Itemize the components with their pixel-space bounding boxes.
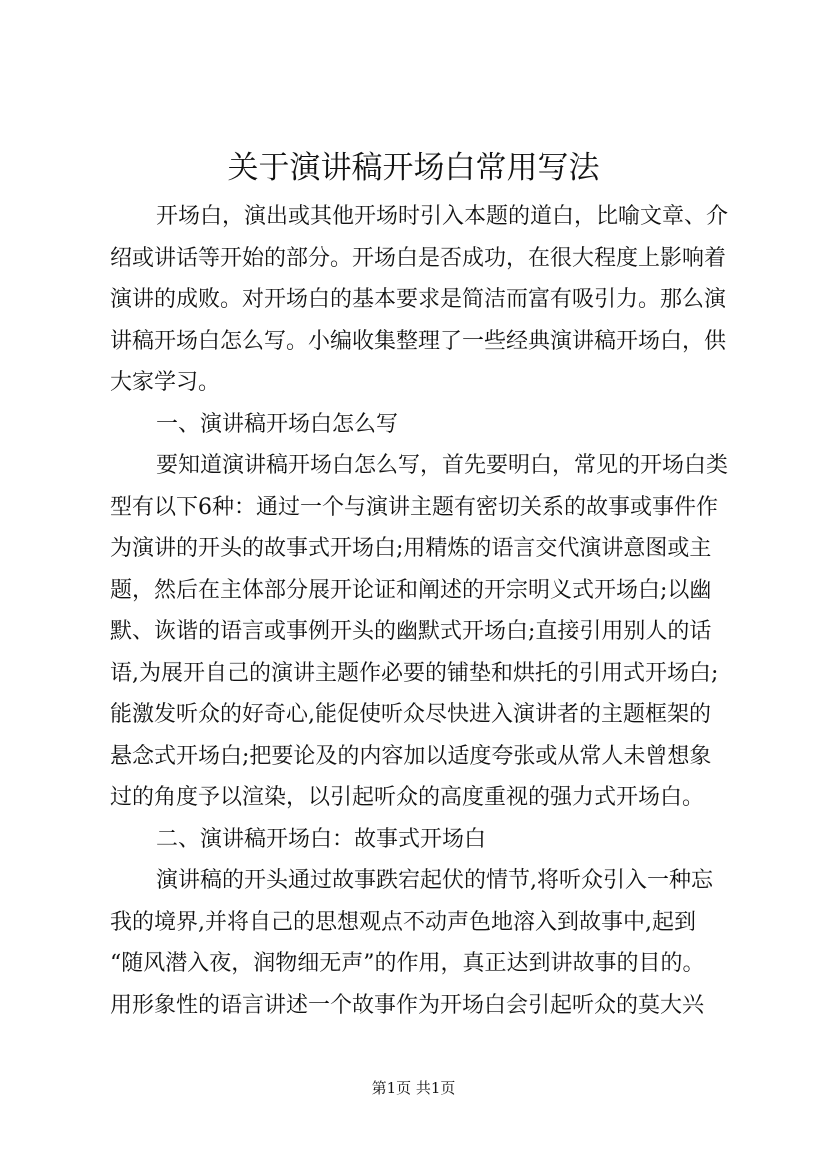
paragraph-line: 我的境界,并将自己的思想观点不动声色地溶入到故事中,起到 — [110, 909, 696, 935]
page-number-footer: 第1页 共1页 — [371, 1079, 456, 1097]
section-heading: 二、演讲稿开场白：故事式开场白 — [156, 826, 487, 852]
paragraph-line: 为演讲的开头的故事式开场白;用精炼的语言交代演讲意图或主 — [110, 536, 712, 561]
paragraph-line: 演讲稿的开头通过故事跌宕起伏的情节,将听众引入一种忘 — [156, 868, 713, 893]
document-title: 关于演讲稿开场白常用写法 — [227, 150, 600, 186]
paragraph-line: 型有以下6种：通过一个与演讲主题有密切关系的故事或事件作 — [110, 494, 718, 520]
paragraph-line: 演讲的成败。对开场白的基本要求是简洁而富有吸引力。那么演 — [110, 287, 727, 312]
paragraph-line: 过的角度予以渲染，以引起听众的高度重视的强力式开场白。 — [110, 785, 705, 810]
paragraph-line: 题，然后在主体部分展开论证和阐述的开宗明义式开场白;以幽 — [110, 577, 712, 603]
paragraph-line: 用形象性的语言讲述一个故事作为开场白会引起听众的莫大兴 — [110, 992, 705, 1018]
paragraph-line: 讲稿开场白怎么写。小编收集整理了一些经典演讲稿开场白，供 — [110, 328, 727, 354]
section-heading: 一、演讲稿开场白怎么写 — [156, 411, 399, 437]
paragraph-line: 能激发听众的好奇心,能促使听众尽快进入演讲者的主题框架的 — [110, 702, 711, 727]
document-body — [110, 196, 729, 1026]
paragraph-line: “随风潜入夜，润物细无声”的作用，真正达到讲故事的目的。 — [110, 951, 705, 976]
paragraph-line: 开场白，演出或其他开场时引入本题的道白，比喻文章、介 — [156, 204, 729, 229]
paragraph-line: 默、诙谐的语言或事例开头的幽默式开场白;直接引用别人的话 — [110, 619, 712, 644]
paragraph-line: 绍或讲话等开始的部分。开场白是否成功，在很大程度上影响着 — [110, 245, 727, 271]
paragraph-line: 语,为展开自己的演讲主题作必要的铺垫和烘托的引用式开场白; — [110, 660, 719, 686]
paragraph-line: 大家学习。 — [110, 370, 221, 395]
paragraph-line: 要知道演讲稿开场白怎么写，首先要明白，常见的开场白类 — [156, 453, 729, 478]
paragraph-line: 悬念式开场白;把要论及的内容加以适度夸张或从常人未曾想象 — [110, 743, 712, 769]
